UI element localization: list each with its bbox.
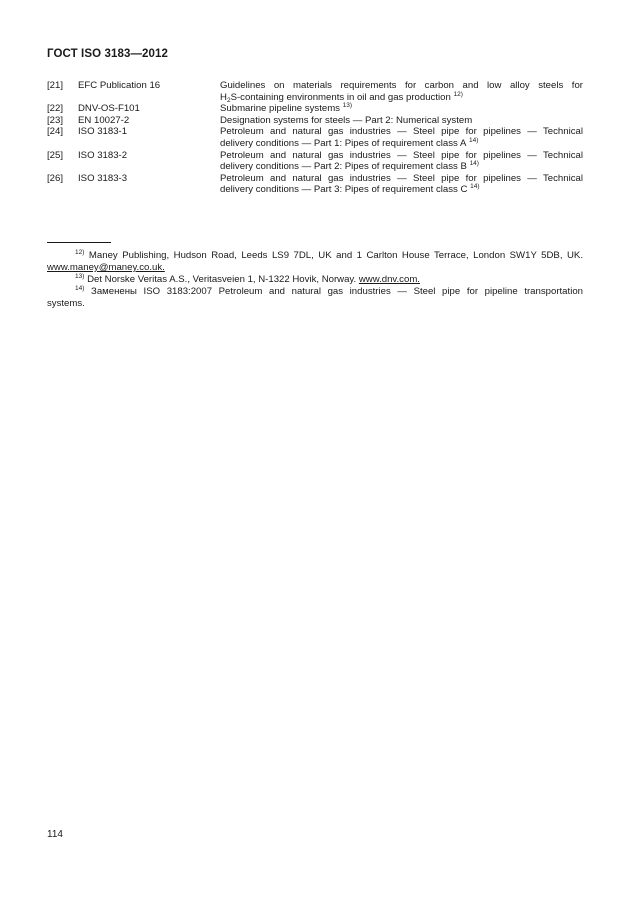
footnote-line (47, 286, 583, 298)
reference-title-line (220, 138, 583, 150)
reference-title-rest: S-containing environments in oil and gas production (230, 91, 451, 103)
footnote-mark: 14) (75, 285, 85, 292)
reference-title (220, 115, 583, 127)
reference-item (47, 80, 583, 103)
reference-number: [23] (47, 114, 64, 126)
reference-title-text: Submarine pipeline systems (220, 103, 340, 115)
reference-code: ISO 3183-1 (78, 126, 128, 138)
footnote-line (47, 262, 583, 274)
reference-code: ISO 3183-2 (78, 149, 128, 161)
reference-code: DNV-OS-F101 (78, 103, 140, 115)
footnote-link[interactable]: www.dnv.com. (358, 274, 420, 285)
page-number: 114 (47, 829, 63, 840)
footnotes (47, 250, 583, 310)
footnote-line (47, 250, 583, 262)
reference-title-line: Designation systems for steels — Part 2: Numerical system (220, 114, 473, 126)
reference-number: [26] (47, 172, 64, 184)
footnote-ref[interactable]: 12) (453, 90, 463, 98)
reference-item (47, 115, 583, 127)
reference-title (220, 173, 583, 196)
reference-title (220, 80, 583, 103)
reference-code: EN 10027-2 (78, 114, 130, 126)
reference-item (47, 126, 583, 149)
formula-h: H (220, 91, 227, 103)
reference-title-text: delivery conditions — Part 2: Pipes of requirement class B (220, 161, 467, 173)
reference-item (47, 173, 583, 196)
reference-title-text: delivery conditions — Part 1: Pipes of requirement class A (220, 137, 467, 149)
reference-title-line (220, 184, 583, 196)
formula-subscript: 2 (226, 96, 231, 104)
footnote-ref[interactable]: 13) (342, 102, 353, 110)
footnote-separator (47, 242, 111, 243)
reference-number: [25] (47, 149, 64, 161)
footnote-line: systems. (47, 298, 85, 309)
reference-item (47, 103, 583, 115)
reference-title (220, 126, 583, 149)
footnote-text: Det Norske Veritas A.S., Veritasveien 1, N-1322 Hovik, Norway. (87, 274, 357, 285)
footnote (47, 250, 583, 274)
reference-code: EFC Publication 16 (78, 80, 161, 91)
reference-number: [21] (47, 80, 64, 91)
footnote-mark: 12) (75, 249, 85, 256)
footnote-link[interactable]: www.maney@maney.co.uk. (47, 262, 165, 273)
footnote-mark: 13) (75, 273, 85, 280)
reference-item (47, 150, 583, 173)
reference-title (220, 103, 583, 115)
page-header: ГОСТ ISO 3183—2012 (47, 48, 169, 60)
reference-title-line (220, 103, 583, 115)
footnote-text: Maney Publishing, Hudson Road, Leeds LS9 7DL, UK and 1 Carlton House Terrace, London SW1Y 5DB, UK. (88, 250, 583, 261)
reference-title-line: Guidelines on materials requirements for carbon and low alloy steels for (220, 80, 583, 91)
footnote-ref[interactable]: 14) (469, 160, 479, 168)
reference-code: ISO 3183-3 (78, 172, 128, 184)
reference-title-line (220, 161, 583, 173)
reference-number: [22] (47, 103, 64, 115)
reference-title-line: Petroleum and natural gas industries — Steel pipe for pipelines — Technical (220, 126, 583, 138)
reference-title-text: delivery conditions — Part 3: Pipes of requirement class C (220, 184, 468, 196)
reference-title-line: Petroleum and natural gas industries — Steel pipe for pipelines — Technical (220, 149, 583, 161)
footnote-line (47, 274, 583, 286)
reference-number: [24] (47, 126, 64, 138)
footnote-ref[interactable]: 14) (470, 183, 480, 191)
reference-title-line: Petroleum and natural gas industries — Steel pipe for pipelines — Technical (220, 172, 583, 184)
footnote-text: Заменены ISO 3183:2007 Petroleum and natural gas industries — Steel pipe for pipeline transportation (91, 286, 583, 297)
footnote (47, 274, 583, 286)
reference-title-line (220, 92, 583, 104)
footnote-ref[interactable]: 14) (469, 136, 479, 144)
footnote (47, 286, 583, 310)
reference-title (220, 150, 583, 173)
bibliography-list (47, 80, 583, 196)
